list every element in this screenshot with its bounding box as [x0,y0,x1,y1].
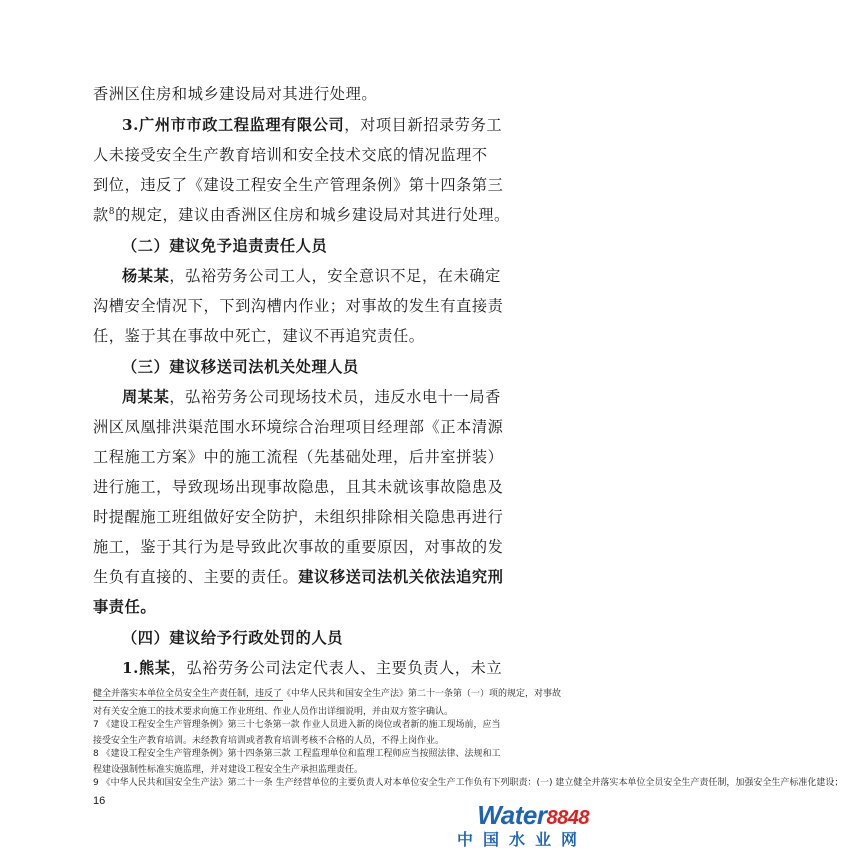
section-heading: （三）建议移送司法机关处理人员 [122,358,359,376]
footnote-rule [93,700,283,701]
footnote-line: 接受安全生产教育培训。未经教育培训或者教育培训考核不合格的人员，不得上岗作业。 [93,736,445,746]
body-line: 杨某某，弘裕劳务公司工人，安全意识不足，在未确定 [122,267,501,285]
body-line: 人未接受安全生产教育培训和安全技术交底的情况监理不 [93,146,488,164]
body-line: 时提醒施工班组做好安全防护，未组织排除相关隐患再进行 [93,508,504,526]
body-line: 进行施工，导致现场出现事故隐患，且其未就该事故隐患及 [93,478,504,496]
footnote-line: 对有关安全施工的技术要求向施工作业班组、作业人员作出详细说明，并由双方签字确认。 [93,707,454,717]
body-line: 任，鉴于其在事故中死亡，建议不再追究责任。 [93,327,425,345]
body-line: 周某某，弘裕劳务公司现场技术员，违反水电十一局香 [122,388,501,406]
body-line: 3.广州市市政工程监理有限公司，对项目新招录劳务工 [122,116,503,134]
footnote-line: 7 《建设工程安全生产管理条例》第三十七条第一款 作业人员进入新的岗位或者新的施工现场前，应当 [93,720,501,730]
footnote-line: 健全并落实本单位全员安全生产责任制，违反了《中华人民共和国安全生产法》第二十一条第（一）项的规定，对事故 [93,689,562,699]
body-line: 沟槽安全情况下，下到沟槽内作业；对事故的发生有直接责 [93,297,504,315]
page-number: 16 [93,795,106,807]
body-line: 事责任。 [93,598,157,616]
body-line: 香洲区住房和城乡建设局对其进行处理。 [93,85,378,103]
footnote-line: 8 《建设工程安全生产管理条例》第十四条第三款 工程监理单位和监理工程师应当按照法律、法规和工 [93,749,501,759]
body-line: 到位，违反了《建设工程安全生产管理条例》第十四条第三 [93,176,504,194]
body-line: 1.熊某，弘裕劳务公司法定代表人、主要负责人，未立 [122,659,503,677]
watermark-logo: Water8848 中国水业网 [456,800,589,849]
section-heading: （二）建议免予追责责任人员 [122,237,328,255]
body-line: 施工，鉴于其行为是导致此次事故的重要原因，对事故的发 [93,538,504,556]
body-line: 工程施工方案》中的施工流程（先基础处理，后井室拼装） [93,448,504,466]
section-heading: （四）建议给予行政处罚的人员 [122,629,344,647]
footnote-line: 程建设强制性标准实施监理，并对建设工程安全生产承担监理责任。 [93,765,364,775]
footnote-line: 9 《中华人民共和国安全生产法》第二十一条 生产经营单位的主要负责人对本单位安全生产工作负有下列职责：(一) 建立健全并落实本单位全员安全生产责任制，加强安全生产标准化建设； [93,778,843,788]
body-line: 款$^8$的规定，建议由香洲区住房和城乡建设局对其进行处理。 [93,206,510,224]
body-line: 生负有直接的、主要的责任。建议移送司法机关依法追究刑 [93,568,504,586]
body-line: 洲区凤凰排洪渠范围水环境综合治理项目经理部《正本清源 [93,418,504,436]
